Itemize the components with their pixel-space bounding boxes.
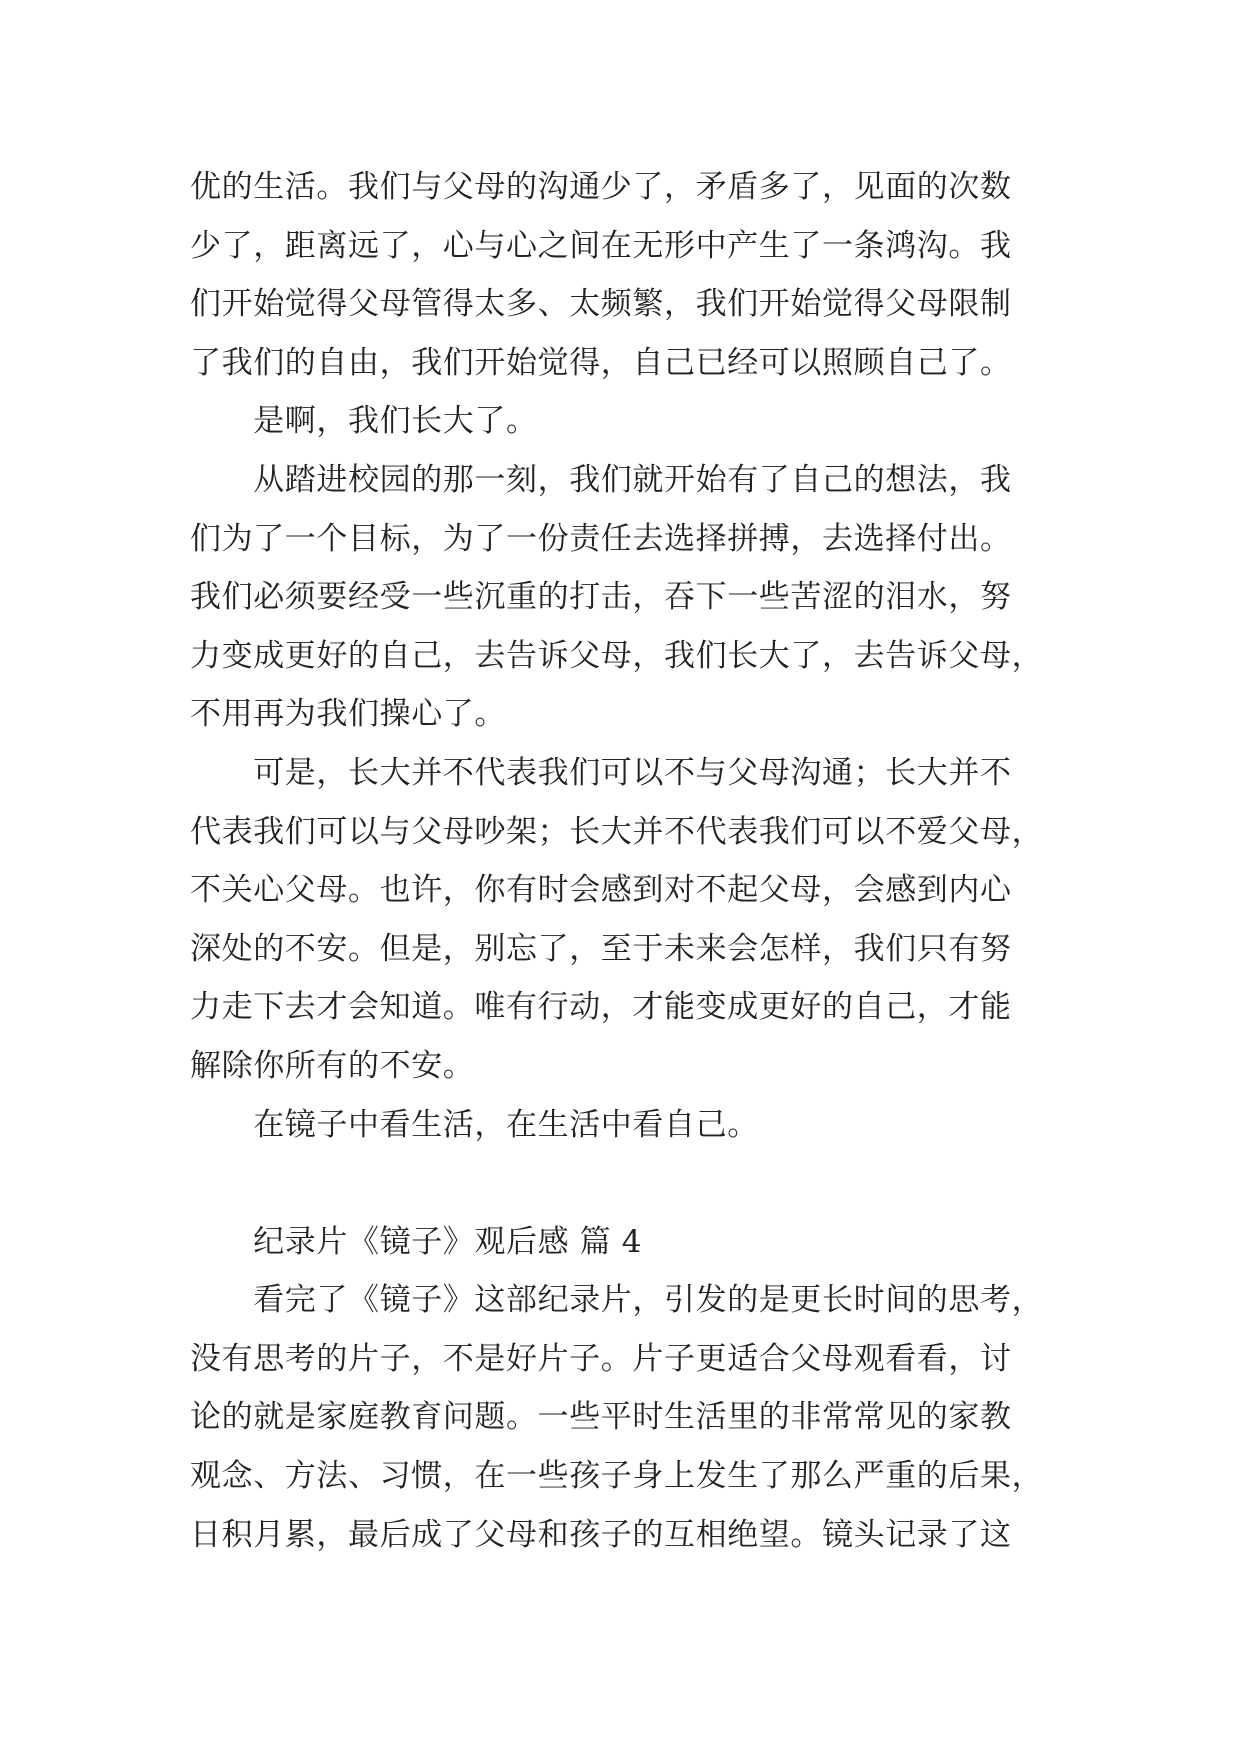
section-title: 纪录片《镜子》观后感 篇 4 bbox=[190, 1223, 643, 1260]
text-line: 了我们的自由，我们开始觉得，自己已经可以照顾自己了。 bbox=[190, 344, 1012, 381]
text-line: 看完了《镜子》这部纪录片，引发的是更长时间的思考， bbox=[190, 1282, 1044, 1319]
text-line: 解除你所有的不安。 bbox=[190, 1047, 475, 1084]
text-line: 们为了一个目标，为了一份责任去选择拼搏，去选择付出。 bbox=[190, 520, 1012, 557]
text-line: 不用再为我们操心了。 bbox=[190, 696, 506, 733]
text-line: 不关心父母。也许，你有时会感到对不起父母，会感到内心 bbox=[190, 872, 1012, 909]
document-body bbox=[190, 158, 1070, 1564]
section-spacer bbox=[190, 1154, 1070, 1213]
text-line: 在镜子中看生活，在生活中看自己。 bbox=[190, 1106, 759, 1143]
text-line: 论的就是家庭教育问题。一些平时生活里的非常常见的家教 bbox=[190, 1399, 1012, 1436]
text-line: 们开始觉得父母管得太多、太频繁，我们开始觉得父母限制 bbox=[190, 286, 1012, 323]
text-line: 代表我们可以与父母吵架；长大并不代表我们可以不爱父母， bbox=[190, 813, 1044, 850]
text-line: 是啊，我们长大了。 bbox=[190, 403, 538, 440]
text-line: 力变成更好的自己，去告诉父母，我们长大了，去告诉父母， bbox=[190, 637, 1044, 674]
text-line: 没有思考的片子，不是好片子。片子更适合父母观看看，讨 bbox=[190, 1340, 1012, 1377]
text-line: 优的生活。我们与父母的沟通少了，矛盾多了，见面的次数 bbox=[190, 169, 1012, 205]
text-line: 观念、方法、习惯，在一些孩子身上发生了那么严重的后果， bbox=[190, 1458, 1044, 1495]
text-line: 日积月累，最后成了父母和孩子的互相绝望。镜头记录了这 bbox=[190, 1516, 1012, 1553]
text-line: 从踏进校园的那一刻，我们就开始有了自己的想法，我 bbox=[190, 461, 1012, 498]
text-line: 我们必须要经受一些沉重的打击，吞下一些苦涩的泪水，努 bbox=[190, 579, 1012, 616]
text-line: 深处的不安。但是，别忘了，至于未来会怎样，我们只有努 bbox=[190, 930, 1012, 967]
text-line: 可是，长大并不代表我们可以不与父母沟通；长大并不 bbox=[190, 754, 1012, 791]
text-line: 力走下去才会知道。唯有行动，才能变成更好的自己，才能 bbox=[190, 989, 1012, 1026]
text-line: 少了，距离远了，心与心之间在无形中产生了一条鸿沟。我 bbox=[190, 227, 1012, 264]
